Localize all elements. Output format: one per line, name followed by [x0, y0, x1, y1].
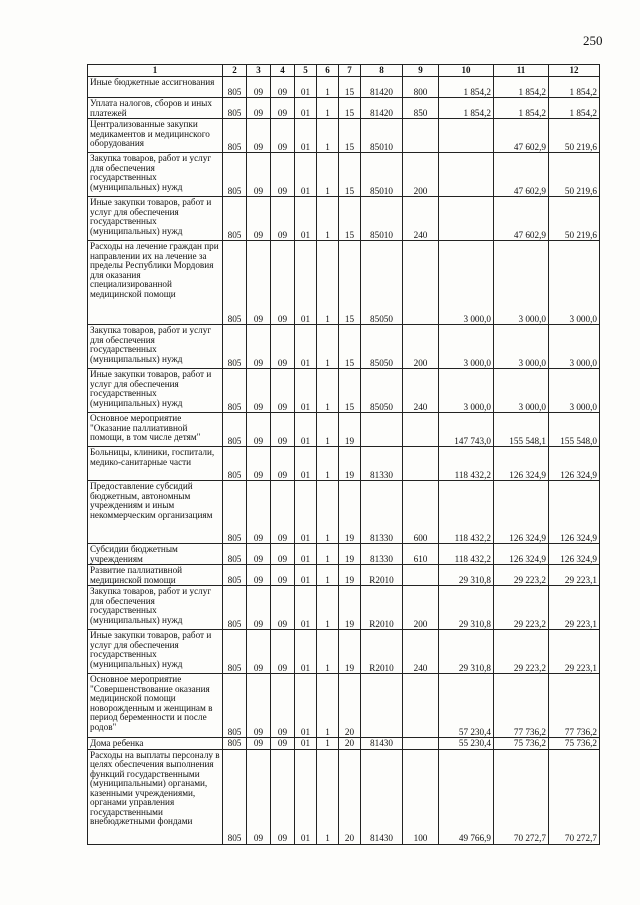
code-program: 01: [295, 544, 317, 565]
code-expense-type: 800: [403, 77, 439, 98]
budget-table: [87, 64, 600, 845]
code-ministry: 805: [223, 544, 247, 565]
amount-col10: 3 000,0: [439, 241, 494, 325]
header-row: [88, 65, 600, 77]
code-expense-type: 100: [403, 749, 439, 844]
code-expense-type: 600: [403, 481, 439, 544]
code-program: 01: [295, 447, 317, 481]
code-section: 09: [247, 241, 271, 325]
code-activity: 19: [339, 544, 361, 565]
code-expense-type: 200: [403, 153, 439, 197]
code-program: 01: [295, 630, 317, 674]
code-ministry: 805: [223, 119, 247, 153]
table-row: [88, 197, 600, 241]
row-name: Уплата налогов, сборов и иных платежей: [88, 98, 223, 119]
code-activity: 15: [339, 325, 361, 369]
code-program: 01: [295, 77, 317, 98]
column-header: 1: [88, 65, 223, 77]
code-ministry: 805: [223, 325, 247, 369]
row-name: Дома ребенка: [88, 738, 223, 750]
code-expense-type: 200: [403, 325, 439, 369]
code-direction: 81420: [361, 77, 403, 98]
code-subprogram: 1: [317, 325, 339, 369]
amount-col11: 47 602,9: [494, 119, 549, 153]
code-ministry: 805: [223, 565, 247, 586]
code-subsection: 09: [271, 630, 295, 674]
table-row: [88, 369, 600, 413]
code-direction: 85050: [361, 369, 403, 413]
page-number: 250: [583, 33, 603, 48]
code-expense-type: [403, 447, 439, 481]
amount-col11: 75 736,2: [494, 738, 549, 750]
code-section: 09: [247, 544, 271, 565]
row-name: Основное мероприятие "Оказание паллиативной помощи, в том числе детям": [88, 413, 223, 447]
amount-col12: 126 324,9: [549, 481, 600, 544]
code-subsection: 09: [271, 738, 295, 750]
amount-col10: 3 000,0: [439, 325, 494, 369]
code-ministry: 805: [223, 481, 247, 544]
row-name: Развитие паллиативной медицинской помощи: [88, 565, 223, 586]
amount-col10: 118 432,2: [439, 544, 494, 565]
code-subsection: 09: [271, 77, 295, 98]
code-expense-type: [403, 413, 439, 447]
code-subsection: 09: [271, 544, 295, 565]
code-subprogram: 1: [317, 369, 339, 413]
code-section: 09: [247, 77, 271, 98]
code-program: 01: [295, 565, 317, 586]
code-subprogram: 1: [317, 241, 339, 325]
code-program: 01: [295, 241, 317, 325]
amount-col11: 1 854,2: [494, 98, 549, 119]
code-ministry: 805: [223, 197, 247, 241]
row-name: Расходы на лечение граждан при направлении их на лечение за пределы Республики Мордовия для оказания специализированной медицинской помощи: [88, 241, 223, 325]
code-subprogram: 1: [317, 98, 339, 119]
amount-col10: [439, 119, 494, 153]
code-expense-type: 240: [403, 369, 439, 413]
amount-col12: 3 000,0: [549, 241, 600, 325]
code-program: 01: [295, 369, 317, 413]
code-program: 01: [295, 413, 317, 447]
column-header: 10: [439, 65, 494, 77]
amount-col10: 29 310,8: [439, 586, 494, 630]
amount-col11: 3 000,0: [494, 325, 549, 369]
code-section: 09: [247, 481, 271, 544]
table-row: [88, 153, 600, 197]
table-row: [88, 630, 600, 674]
table-row: [88, 98, 600, 119]
column-header: 9: [403, 65, 439, 77]
code-subprogram: 1: [317, 674, 339, 738]
row-name: Основное мероприятие "Совершенствование оказания медицинской помощи новорожденным и женщинам в период беременности и после родов": [88, 674, 223, 738]
code-ministry: 805: [223, 674, 247, 738]
code-subprogram: 1: [317, 586, 339, 630]
amount-col11: 3 000,0: [494, 241, 549, 325]
code-direction: 81430: [361, 738, 403, 750]
code-section: 09: [247, 325, 271, 369]
row-name: Больницы, клиники, госпитали, медико-санитарные части: [88, 447, 223, 481]
code-program: 01: [295, 749, 317, 844]
table-row: [88, 738, 600, 750]
code-subprogram: 1: [317, 77, 339, 98]
code-direction: 81430: [361, 749, 403, 844]
code-section: 09: [247, 738, 271, 750]
table-row: [88, 565, 600, 586]
amount-col11: 29 223,2: [494, 586, 549, 630]
code-activity: 20: [339, 674, 361, 738]
code-activity: 15: [339, 153, 361, 197]
table-row: [88, 119, 600, 153]
code-direction: 85050: [361, 325, 403, 369]
code-activity: 19: [339, 447, 361, 481]
amount-col11: 47 602,9: [494, 153, 549, 197]
code-section: 09: [247, 119, 271, 153]
amount-col12: 29 223,1: [549, 630, 600, 674]
amount-col11: 29 223,2: [494, 630, 549, 674]
code-subsection: 09: [271, 197, 295, 241]
code-activity: 19: [339, 565, 361, 586]
code-activity: 20: [339, 738, 361, 750]
column-header: 3: [247, 65, 271, 77]
column-header: 5: [295, 65, 317, 77]
code-activity: 15: [339, 369, 361, 413]
table-row: [88, 413, 600, 447]
code-program: 01: [295, 119, 317, 153]
row-name: Расходы на выплаты персоналу в целях обеспечения выполнения функций государственными (муниципальными) органами, казенными учреждениями, органами управления государственными внебюджетными фондами: [88, 749, 223, 844]
amount-col11: 47 602,9: [494, 197, 549, 241]
amount-col10: 3 000,0: [439, 369, 494, 413]
amount-col12: 70 272,7: [549, 749, 600, 844]
code-direction: 85050: [361, 241, 403, 325]
amount-col10: 1 854,2: [439, 98, 494, 119]
code-direction: R2010: [361, 630, 403, 674]
code-activity: 19: [339, 481, 361, 544]
amount-col12: 126 324,9: [549, 447, 600, 481]
row-name: Иные бюджетные ассигнования: [88, 77, 223, 98]
row-name: Закупка товаров, работ и услуг для обеспечения государственных (муниципальных) нужд: [88, 586, 223, 630]
code-ministry: 805: [223, 413, 247, 447]
code-direction: R2010: [361, 586, 403, 630]
code-subsection: 09: [271, 119, 295, 153]
code-program: 01: [295, 197, 317, 241]
amount-col12: 77 736,2: [549, 674, 600, 738]
row-name: Централизованные закупки медикаментов и медицинского оборудования: [88, 119, 223, 153]
code-activity: 20: [339, 749, 361, 844]
code-activity: 15: [339, 77, 361, 98]
code-activity: 19: [339, 413, 361, 447]
amount-col11: 126 324,9: [494, 447, 549, 481]
code-expense-type: 850: [403, 98, 439, 119]
amount-col12: 1 854,2: [549, 98, 600, 119]
code-subsection: 09: [271, 674, 295, 738]
amount-col11: 70 272,7: [494, 749, 549, 844]
code-direction: 85010: [361, 153, 403, 197]
amount-col12: 75 736,2: [549, 738, 600, 750]
code-subsection: 09: [271, 369, 295, 413]
code-expense-type: [403, 241, 439, 325]
code-subsection: 09: [271, 153, 295, 197]
amount-col12: 3 000,0: [549, 325, 600, 369]
table-row: [88, 749, 600, 844]
code-subprogram: 1: [317, 153, 339, 197]
amount-col10: 57 230,4: [439, 674, 494, 738]
code-direction: 81330: [361, 481, 403, 544]
column-header: 8: [361, 65, 403, 77]
code-subsection: 09: [271, 749, 295, 844]
column-header: 2: [223, 65, 247, 77]
code-ministry: 805: [223, 98, 247, 119]
code-expense-type: 200: [403, 586, 439, 630]
row-name: Закупка товаров, работ и услуг для обеспечения государственных (муниципальных) нужд: [88, 153, 223, 197]
code-subsection: 09: [271, 447, 295, 481]
column-header: 7: [339, 65, 361, 77]
code-section: 09: [247, 197, 271, 241]
code-section: 09: [247, 369, 271, 413]
table-row: [88, 481, 600, 544]
amount-col11: 29 223,2: [494, 565, 549, 586]
row-name: Иные закупки товаров, работ и услуг для обеспечения государственных (муниципальных) нужд: [88, 197, 223, 241]
table-row: [88, 325, 600, 369]
amount-col10: 118 432,2: [439, 481, 494, 544]
code-program: 01: [295, 738, 317, 750]
code-program: 01: [295, 674, 317, 738]
code-program: 01: [295, 153, 317, 197]
code-ministry: 805: [223, 749, 247, 844]
table-row: [88, 447, 600, 481]
code-program: 01: [295, 481, 317, 544]
code-subprogram: 1: [317, 630, 339, 674]
code-program: 01: [295, 325, 317, 369]
code-subprogram: 1: [317, 749, 339, 844]
code-direction: 81330: [361, 447, 403, 481]
code-subsection: 09: [271, 481, 295, 544]
code-direction: 85010: [361, 197, 403, 241]
amount-col12: 29 223,1: [549, 565, 600, 586]
code-subsection: 09: [271, 413, 295, 447]
code-section: 09: [247, 98, 271, 119]
code-ministry: 805: [223, 738, 247, 750]
code-program: 01: [295, 586, 317, 630]
code-expense-type: [403, 565, 439, 586]
code-activity: 15: [339, 241, 361, 325]
code-ministry: 805: [223, 447, 247, 481]
code-subprogram: 1: [317, 197, 339, 241]
row-name: Предоставление субсидий бюджетным, автономным учреждениям и иным некоммерческим организациям: [88, 481, 223, 544]
amount-col11: 155 548,1: [494, 413, 549, 447]
code-direction: 81420: [361, 98, 403, 119]
table-row: [88, 674, 600, 738]
code-subprogram: 1: [317, 565, 339, 586]
code-activity: 19: [339, 630, 361, 674]
row-name: Иные закупки товаров, работ и услуг для обеспечения государственных (муниципальных) нужд: [88, 630, 223, 674]
code-section: 09: [247, 447, 271, 481]
code-section: 09: [247, 153, 271, 197]
code-ministry: 805: [223, 586, 247, 630]
code-subprogram: 1: [317, 447, 339, 481]
row-name: Закупка товаров, работ и услуг для обеспечения государственных (муниципальных) нужд: [88, 325, 223, 369]
code-subprogram: 1: [317, 544, 339, 565]
code-expense-type: 610: [403, 544, 439, 565]
code-ministry: 805: [223, 77, 247, 98]
amount-col12: 50 219,6: [549, 119, 600, 153]
table-row: [88, 586, 600, 630]
amount-col11: 1 854,2: [494, 77, 549, 98]
amount-col11: 77 736,2: [494, 674, 549, 738]
column-header: 12: [549, 65, 600, 77]
code-subsection: 09: [271, 565, 295, 586]
code-direction: [361, 674, 403, 738]
table-row: [88, 544, 600, 565]
amount-col11: 3 000,0: [494, 369, 549, 413]
code-activity: 15: [339, 98, 361, 119]
code-direction: 85010: [361, 119, 403, 153]
code-subprogram: 1: [317, 413, 339, 447]
amount-col11: 126 324,9: [494, 544, 549, 565]
code-ministry: 805: [223, 630, 247, 674]
code-section: 09: [247, 749, 271, 844]
amount-col12: 50 219,6: [549, 153, 600, 197]
code-program: 01: [295, 98, 317, 119]
table-row: [88, 77, 600, 98]
code-activity: 15: [339, 119, 361, 153]
code-section: 09: [247, 565, 271, 586]
code-subsection: 09: [271, 586, 295, 630]
amount-col10: 55 230,4: [439, 738, 494, 750]
column-header: 11: [494, 65, 549, 77]
amount-col10: [439, 153, 494, 197]
code-ministry: 805: [223, 369, 247, 413]
amount-col10: 29 310,8: [439, 565, 494, 586]
code-ministry: 805: [223, 241, 247, 325]
amount-col10: 1 854,2: [439, 77, 494, 98]
amount-col10: 118 432,2: [439, 447, 494, 481]
code-section: 09: [247, 586, 271, 630]
code-section: 09: [247, 413, 271, 447]
code-direction: [361, 413, 403, 447]
amount-col12: 1 854,2: [549, 77, 600, 98]
code-subprogram: 1: [317, 481, 339, 544]
code-expense-type: [403, 119, 439, 153]
amount-col10: 147 743,0: [439, 413, 494, 447]
code-section: 09: [247, 674, 271, 738]
amount-col12: 155 548,0: [549, 413, 600, 447]
code-expense-type: 240: [403, 197, 439, 241]
code-expense-type: [403, 738, 439, 750]
amount-col10: 49 766,9: [439, 749, 494, 844]
code-activity: 19: [339, 586, 361, 630]
code-ministry: 805: [223, 153, 247, 197]
code-expense-type: 240: [403, 630, 439, 674]
code-subsection: 09: [271, 325, 295, 369]
amount-col12: 126 324,9: [549, 544, 600, 565]
code-activity: 15: [339, 197, 361, 241]
amount-col10: [439, 197, 494, 241]
amount-col10: 29 310,8: [439, 630, 494, 674]
amount-col12: 29 223,1: [549, 586, 600, 630]
column-header: 4: [271, 65, 295, 77]
code-subsection: 09: [271, 241, 295, 325]
code-subsection: 09: [271, 98, 295, 119]
amount-col11: 126 324,9: [494, 481, 549, 544]
code-section: 09: [247, 630, 271, 674]
table-row: [88, 241, 600, 325]
code-direction: 81330: [361, 544, 403, 565]
amount-col12: 3 000,0: [549, 369, 600, 413]
code-expense-type: [403, 674, 439, 738]
row-name: Субсидии бюджетным учреждениям: [88, 544, 223, 565]
code-subprogram: 1: [317, 738, 339, 750]
code-subprogram: 1: [317, 119, 339, 153]
amount-col12: 50 219,6: [549, 197, 600, 241]
code-direction: R2010: [361, 565, 403, 586]
row-name: Иные закупки товаров, работ и услуг для обеспечения государственных (муниципальных) нужд: [88, 369, 223, 413]
column-header: 6: [317, 65, 339, 77]
